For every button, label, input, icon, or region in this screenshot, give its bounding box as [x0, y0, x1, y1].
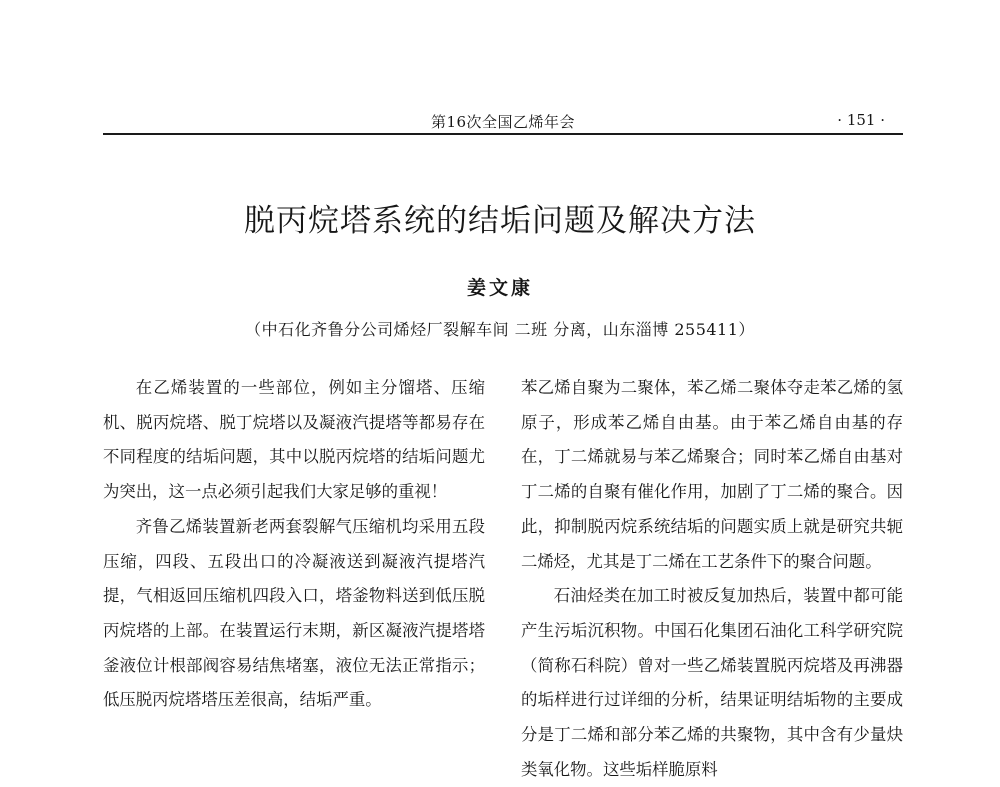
paragraph: 齐鲁乙烯装置新老两套裂解气压缩机均采用五段压缩，四段、五段出口的冷凝液送到凝液汽提塔汽提，气相返回压缩机四段入口，塔釜物料送到低压脱丙烷塔的上部。在装置运行末期，新区凝液汽提塔塔釜液位计根部阀容易结焦堵塞，液位无法正常指示；低压脱丙烷塔塔压差很高，结垢严重。: [103, 516, 485, 710]
page-number: · 151 ·: [837, 111, 885, 129]
author: 姜文康: [466, 277, 533, 299]
paragraph: 在乙烯装置的一些部位，例如主分馏塔、压缩机、脱丙烷塔、脱丁烷塔以及凝液汽提塔等都易存在不同程度的结垢问题，其中以脱丙烷塔的结垢问题尤为突出，这一点必须引起我们大家足够的重视！: [103, 378, 485, 502]
paper-title: 脱丙烷塔系统的结垢问题及解决方法: [244, 203, 756, 239]
paragraph: 石油烃类在加工时被反复加热后，装置中都可能产生污垢沉积物。中国石化集团石油化工科学研究院（简称石科院）曾对一些乙烯装置脱丙烷塔及再沸器的垢样进行过详细的分析，结果证明结垢物的主要成分是丁二烯和部分苯乙烯的共聚物，其中含有少量炔类氧化物。这些垢样脆原料: [521, 586, 903, 779]
running-title: 第16次全国乙烯年会: [430, 113, 576, 131]
affiliation: （中石化齐鲁分公司烯烃厂裂解车间 二班 分离，山东淄博 255411）: [245, 320, 755, 339]
paragraph-continued: 苯乙烯自聚为二聚体，苯乙烯二聚体夺走苯乙烯的氢原子，形成苯乙烯自由基。由于苯乙烯自由基的存在，丁二烯就易与苯乙烯聚合；同时苯乙烯自由基对丁二烯的自聚有催化作用，加剧了丁二烯的聚合。因此，抑制脱丙烷系统结垢的问题实质上就是研究共轭二烯烃，尤其是丁二烯在工艺条件下的聚合问题。: [521, 378, 903, 571]
running-header: [103, 109, 903, 135]
right-column: [521, 371, 903, 787]
left-column: [103, 371, 485, 718]
